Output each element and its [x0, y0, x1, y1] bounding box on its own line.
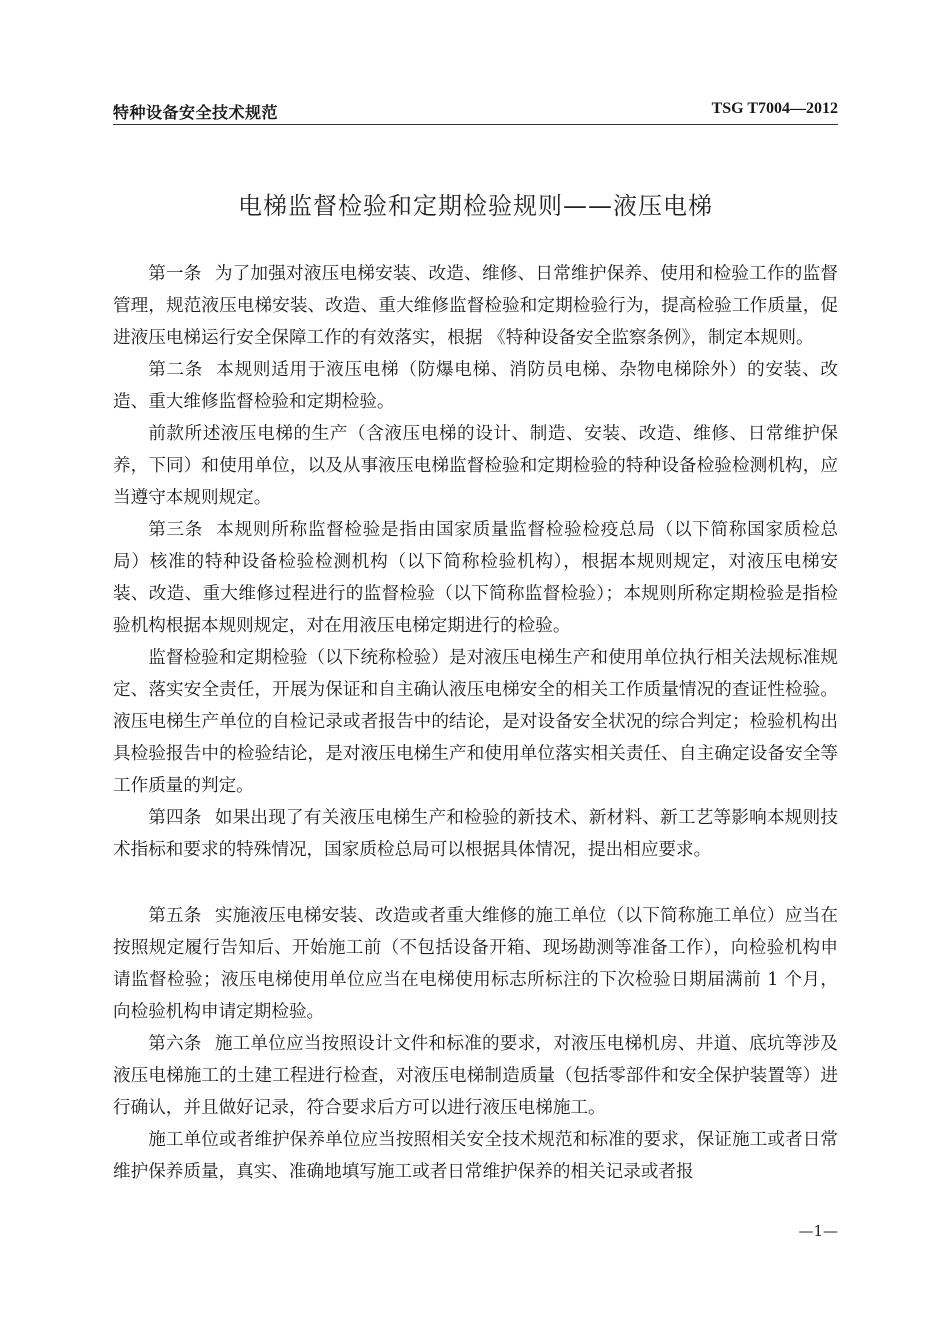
paragraph-text: 监督检验和定期检验（以下统称检验）是对液压电梯生产和使用单位执行相关法规标准规定、落实安全责任，开展为保证和自主确认液压电梯安全的相关工作质量情况的查证性检验。液压电梯生产单位的自检记录或者报告中的结论，是对设备安全状况的综合判定；检验机构出具检验报告中的检验结论，是对液压电梯生产和使用单位落实相关责任、自主确定设备安全等工作质量的判定。 [113, 648, 838, 796]
article-label: 第三条 [148, 520, 204, 540]
article-2 [113, 354, 838, 418]
article-text: 为了加强对液压电梯安装、改造、维修、日常维护保养、使用和检验工作的监督管理，规范液压电梯安装、改造、重大维修监督检验和定期检验行为，提高检验工作质量，促进液压电梯运行安全保障工作的有效落实，根据 《特种设备安全监察条例》，制定本规则。 [113, 264, 838, 348]
header-regulation-category: 特种设备安全技术规范 [113, 103, 279, 122]
paragraph-text: 前款所述液压电梯的生产（含液压电梯的设计、制造、安装、改造、维修、日常维护保养，下同）和使用单位，以及从事液压电梯监督检验和定期检验的特种设备检验检测机构，应当遵守本规则规定。 [113, 424, 838, 508]
article-label: 第五条 [148, 906, 202, 926]
page-number: —1— [798, 1222, 838, 1240]
document-title: 电梯监督检验和定期检验规则——液压电梯 [238, 192, 713, 220]
article-label: 第四条 [148, 808, 202, 828]
header-divider [113, 124, 838, 125]
header-standard-code: TSG T7004—2012 [711, 100, 838, 117]
article-5 [113, 900, 838, 1028]
article-text: 本规则适用于液压电梯（防爆电梯、消防员电梯、杂物电梯除外）的安装、改造、重大维修监督检验和定期检验。 [113, 360, 838, 412]
article-3 [113, 514, 838, 642]
article-3-paragraph-2 [113, 642, 838, 802]
article-text: 实施液压电梯安装、改造或者重大维修的施工单位（以下简称施工单位）应当在按照规定履行告知后、开始施工前（不包括设备开箱、现场勘测等准备工作），向检验机构申请监督检验；液压电梯使用单位应当在电梯使用标志所标注的下次检验日期届满前 1 个月，向检验机构申请定期检验。 [113, 906, 838, 1022]
article-label: 第六条 [148, 1034, 202, 1054]
section-gap [113, 866, 838, 900]
article-label: 第一条 [148, 264, 202, 284]
article-text: 施工单位应当按照设计文件和标准的要求，对液压电梯机房、井道、底坑等涉及液压电梯施工的土建工程进行检查，对液压电梯制造质量（包括零部件和安全保护装置等）进行确认，并且做好记录，符合要求后方可以进行液压电梯施工。 [113, 1034, 838, 1118]
article-label: 第二条 [148, 360, 204, 380]
article-6 [113, 1028, 838, 1124]
article-text: 如果出现了有关液压电梯生产和检验的新技术、新材料、新工艺等影响本规则技术指标和要求的特殊情况，国家质检总局可以根据具体情况，提出相应要求。 [113, 808, 838, 860]
running-header [113, 100, 838, 122]
article-6-paragraph-2 [113, 1124, 838, 1188]
article-4 [113, 802, 838, 866]
article-text: 本规则所称监督检验是指由国家质量监督检验检疫总局（以下简称国家质检总局）核准的特种设备检验检测机构（以下简称检验机构），根据本规则规定，对液压电梯安装、改造、重大维修过程进行的监督检验（以下简称监督检验）；本规则所称定期检验是指检验机构根据本规则规定，对在用液压电梯定期进行的检验。 [113, 520, 838, 636]
document-body [113, 258, 838, 1188]
article-2-paragraph-2 [113, 418, 838, 514]
article-1 [113, 258, 838, 354]
paragraph-text: 施工单位或者维护保养单位应当按照相关安全技术规范和标准的要求，保证施工或者日常维护保养质量，真实、准确地填写施工或者日常维护保养的相关记录或者报 [113, 1130, 838, 1182]
